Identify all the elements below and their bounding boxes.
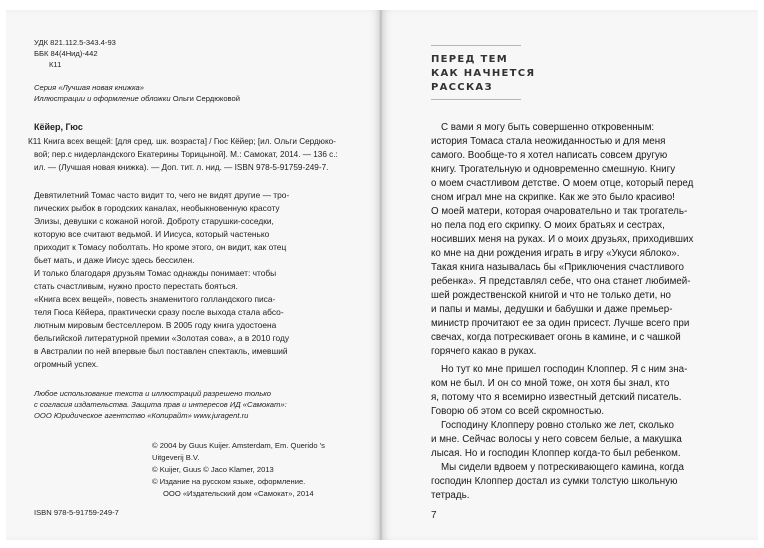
heading-rule-bottom — [431, 99, 521, 100]
body-line: С вами я могу быть совершенно откровенным: — [441, 122, 655, 133]
isbn: ISBN 978-5-91759-249-7 — [34, 508, 119, 517]
body-line: Но тут ко мне пришел господин Клоппер. Я с ним зна- — [441, 364, 688, 375]
body-line: свечах, когда потрескивает огонь в камине, и с чашкой — [431, 332, 681, 343]
body-line: тетрадь. — [431, 490, 470, 501]
body-line: сном играл мне на скрипке. Как же это было красиво! — [431, 192, 675, 203]
catalog-line: ил. — (Лучшая новая книжка). — Доп. тит. л. нид. — ISBN 978-5-91759-249-7. — [34, 163, 329, 172]
legal-line: ООО Юридическое агентство «Копирайт» www.juragent.ru — [34, 411, 249, 420]
body-line: история Томаса стала неожиданностью и для меня — [431, 136, 666, 147]
chapter-heading-line: КАК НАЧНЕТСЯ — [431, 68, 536, 79]
catalog-line: К11 Книга всех вещей: [для сред. шк. возраста] / Гюс Кёйер; [ил. Ольги Сердюко- — [28, 137, 336, 146]
author-heading: Кёйер, Гюс — [34, 122, 83, 132]
body-line: ком не был. И он со мной тоже, он хотя бы знал, кто — [431, 378, 670, 389]
series-line: Серия «Лучшая новая книжка» — [34, 83, 145, 92]
body-line: самого. Вообще-то я хотел написать совсем другую — [431, 150, 668, 161]
body-line: но пела под его скрипку. О моих братьях и сестрах, — [431, 220, 665, 231]
author-mark: К11 — [49, 60, 62, 69]
udk-line: УДК 821.112.5-343.4-93 — [34, 38, 116, 47]
right-page — [382, 10, 758, 540]
body-line: Мы сидели вдвоем у потрескивающего камина, когда — [441, 462, 684, 473]
annotation-line: приходит к Томасу поболтать. Но кроме этого, он видит, как отец — [34, 242, 287, 252]
illustrator-name: Ольги Сердюковой — [170, 94, 240, 103]
legal-line: с согласия издательства. Защита прав и интересов ИД «Самокат»: — [34, 400, 287, 409]
annotation-line: теля Гюса Кёйера, практически сразу после выхода стала абсо- — [34, 307, 284, 317]
heading-rule-top — [431, 45, 521, 46]
body-line: господин Клоппер достал из сумки толстую школьную — [431, 476, 678, 487]
annotation-line: И только благодаря друзьям Томас однажды понимает: чтобы — [34, 268, 277, 278]
illustrations-label: Иллюстрации и оформление обложки — [34, 94, 171, 103]
annotation-line: бельгийской литературной премии «Золотая сова», а в 2010 году — [34, 333, 290, 343]
body-line: Такая книга называлась бы «Приключения счастливого — [431, 262, 684, 273]
copyright-line: ООО «Издательский дом «Самокат», 2014 — [163, 489, 314, 498]
chapter-heading-line: РАССКАЗ — [431, 82, 493, 93]
copyright-line: Uitgeverij B.V. — [152, 453, 200, 462]
body-line: горячего какао в руках. — [431, 346, 537, 357]
copyright-line: © Издание на русском языке, оформление. — [152, 477, 306, 486]
body-line: Говорю об этом со всей скромностью. — [431, 406, 605, 417]
left-page — [6, 10, 380, 540]
legal-line: Любое использование текста и иллюстраций разрешено только — [34, 389, 272, 398]
body-line: лысая. Но и господин Клоппер когда-то был ребенком. — [431, 448, 681, 459]
annotation-line: лютным мировым бестселлером. В 2005 году книга удостоена — [34, 320, 277, 330]
annotation-line: стать счастливым, нужно просто перестать бояться. — [34, 281, 238, 291]
annotation-line: в Австралии по ней впервые был поставлен спектакль, имевший — [34, 346, 288, 356]
body-line: ко мне на дни рождения играть в игру «Укуси яблоко». — [431, 248, 680, 259]
annotation-line: пических рыбок в городских каналах, необыкновенную красоту — [34, 203, 280, 213]
annotation-line: Девятилетний Томас часто видит то, чего не видят другие — тро- — [34, 190, 290, 200]
catalog-line: вой; пер.с нидерландского Екатерины Торицыной]. М.: Самокат, 2014. — 136 с.: — [34, 150, 338, 159]
annotation-line: огромный успех. — [34, 359, 99, 369]
body-line: я, потому что я всемирно известный детский писатель. — [431, 392, 682, 403]
annotation-line: бьет мать, и даже Иисус здесь бессилен. — [34, 255, 195, 265]
body-line: Господину Клопперу ровно столько же лет, сколько — [441, 420, 674, 431]
chapter-heading-line: ПЕРЕД ТЕМ — [431, 54, 509, 65]
body-line: носивших меня на руках. И о моих друзьях, приходивших — [431, 234, 694, 245]
bbk-line: ББК 84(4Нид)-442 — [34, 49, 98, 58]
illustrations-line — [34, 93, 240, 104]
annotation-line: которую все считают ведьмой. И Иисуса, который частенько — [34, 229, 270, 239]
body-line: министр прочитают ее за один присест. Лучше всего при — [431, 318, 690, 329]
body-line: О моей матери, которая очаровательно и так трогатель- — [431, 206, 688, 217]
page-number: 7 — [431, 510, 437, 521]
body-line: и папы и мамы, дедушки и бабушки и даже премьер- — [431, 304, 673, 315]
body-line: шей рождественской книгой и что не только дети, но — [431, 290, 671, 301]
body-line: ребенка». Я представлял себе, что она станет любимей- — [431, 276, 691, 287]
annotation-line: «Книга всех вещей», повесть знаменитого голландского писа- — [34, 294, 276, 304]
copyright-line: © Kuijer, Guus © Jaco Klamer, 2013 — [152, 465, 274, 474]
copyright-line: © 2004 by Guus Kuijer. Amsterdam, Em. Querido 's — [152, 441, 325, 450]
body-line: о моем счастливом детстве. О моем отце, который перед — [431, 178, 694, 189]
body-line: книгу. Трогательную и одновременно смешную. Книгу — [431, 164, 676, 175]
annotation-line: Элизы, девушки с кожаной ногой. Доброту старушки-соседки, — [34, 216, 274, 226]
body-line: и мне. Сейчас волосы у него совсем белые, а макушка — [431, 434, 682, 445]
